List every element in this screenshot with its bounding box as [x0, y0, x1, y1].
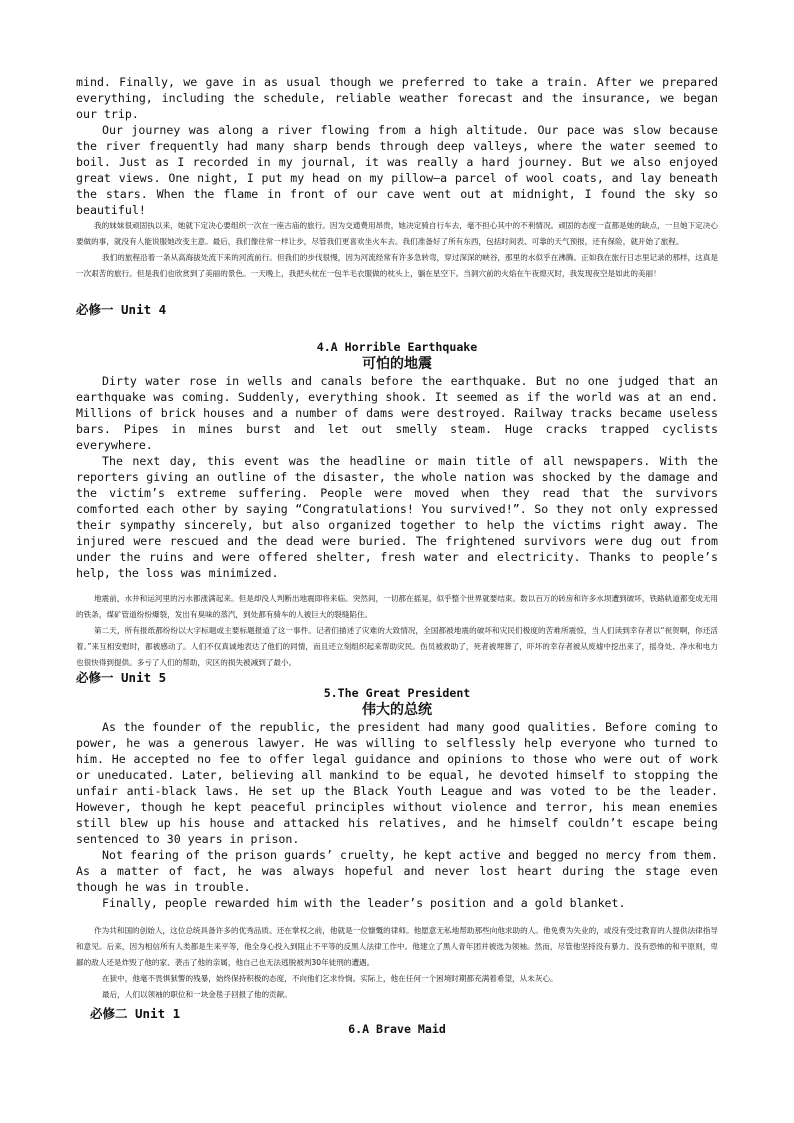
unit-4-section [76, 300, 718, 671]
english-paragraph: Not fearing of the prison guards’ cruelty, he kept active and begged no mercy from them. As a matter of fact, he was always hopeful and never lost heart during the stage even though he was in trouble. [76, 848, 718, 894]
lesson-title-chinese: 可怕的地震 [362, 356, 432, 372]
next-unit-section [90, 1004, 718, 1037]
chinese-translation: 作为共和国的创始人，这位总统具备许多的优秀品质。还在掌权之前，他就是一位慷慨的律师。他愿意无私地帮助那些向他求助的人。他免费为失业的，或没有受过教育的人提供法律指导和意见。后来，因为相信所有人类都是生来平等，他全身心投入到阻止不平等的反黑人法律工作中。他建立了黑人青年团并被选为领袖。然而，尽管他坚持没有暴力、没有恐怖的和平原则，卑鄙的敌人还是炸毁了他的家、袭击了他的亲属，他自己也无法逃脱被判30年徒刑的遭遇。 [76, 926, 718, 967]
english-paragraph: The next day, this event was the headline or main title of all newspapers. With the reporters giving an outline of the disaster, the whole nation was shocked by the damage and the victim’s extreme suffering. People were moved when they read that the survivors comforted each other by saying “Congratulations! You survived!”. So they not only expressed their sympathy sincerely, but also organized together to help the victims right away. The injured were rescued and the dead were buried. The frightened survivors were dug out from under the ruins and were offered shelter, fresh water and electricity. Thanks to people’s help, the loss was minimized. [76, 454, 718, 580]
chinese-translation: 我的妹妹很顽固执以来，她就下定决心要组织一次在一座古庙的旅行。因为交通费用昂贵，她决定骑自行车去，毫不担心其中的不利情况。顽固的态度一直都是她的缺点，一旦她下定决心要做的事，就没有人能说服她改变主意。最后，我们像往常一样让步，尽管我们更喜欢坐火车去。我们准备好了所有东西，包括时间表、可靠的天气预报，还有保险，就开始了旅程。 [76, 221, 718, 246]
unit-heading: 必修二 Unit 1 [90, 1006, 181, 1021]
lesson-title-english: 5.The Great President [323, 686, 471, 700]
unit-heading: 必修一 Unit 4 [76, 302, 167, 317]
chinese-translation: 我们的旅程沿着一条从高海拔处流下来的河流前行。但我们的步伐很慢，因为河流经常有许多急转弯，穿过深深的峡谷，那里的水似乎在沸腾。正如我在旅行日志里记录的那样，这真是一次艰苦的旅行。但是我们也欣赏到了美丽的景色。一天晚上，我把头枕在一包羊毛衣服做的枕头上，躺在星空下。当洞穴前的火焰在午夜熄灭时，我发现夜空是如此的美丽！ [76, 253, 718, 278]
unit-5-section [76, 668, 718, 1003]
lesson-title-chinese: 伟大的总统 [362, 702, 432, 718]
continuation-section [76, 74, 718, 282]
chinese-translation: 第二天，所有报纸都纷纷以大字标题或主要标题报道了这一事件。记者们描述了灾难的大致情况，全国都被地震的破坏和灾民们极度的苦难所震惊，当人们读到幸存者以“祝贺啊，你还活着。”来互相安慰时，都被感动了。人们不仅真诚地表达了他们的同情，而且还立刻组织起来帮助灾民。伤员被救助了，死者被埋葬了，吓坏的幸存者被从废墟中挖出来了，摇身处、净水和电力也很快得到提供。多亏了人们的帮助，灾区的损失被减到了最小。 [76, 626, 718, 667]
chinese-translation: 在狱中，他毫不畏惧狱警的残暴，始终保持积极的态度，不向他们乞求怜悯。实际上，他在任何一个困境时期都充满着希望，从未灰心。 [102, 974, 558, 983]
chinese-translation: 地震前，水井和运河里的污水都涨满起来。但是却没人判断出地震即将来临。突然间，一切都在摇晃，似乎整个世界就要结束。数以百万的砖房和许多水坝遭到破坏，铁路轨道都变成无用的铁条，煤矿管道纷纷爆裂，发出有臭味的蒸汽，到处都有骑车的人被巨大的裂缝陷住。 [76, 594, 718, 619]
english-paragraph: mind. Finally, we gave in as usual though we preferred to take a train. After we prepared everything, including the schedule, reliable weather forecast and the insurance, we began our trip. [76, 75, 718, 121]
unit-heading: 必修一 Unit 5 [76, 670, 167, 685]
english-paragraph: Dirty water rose in wells and canals before the earthquake. But no one judged that an earthquake was coming. Suddenly, everything shook. It seemed as if the world was at an end. Millions of brick houses and a number of dams were destroyed. Railway tracks became useless bars. Pipes in mines burst and let out smelly steam. Huge cracks trapped cyclists everywhere. [76, 374, 718, 452]
english-paragraph: As the founder of the republic, the president had many good qualities. Before coming to power, he was a generous lawyer. He was willing to selflessly help everyone who turned to him. He accepted no fee to offer legal guidance and opinions to those who were out of work or uneducated. Later, believing all mankind to be equal, he devoted himself to stopping the unfair anti-black laws. He set up the Black Youth League and was voted to be the leader. However, though he kept peaceful principles without violence and terror, his mean enemies still blew up his house and attacked his relatives, and he himself couldn’t escape being sentenced to 30 years in prison. [76, 720, 718, 846]
english-paragraph: Finally, people rewarded him with the leader’s position and a gold blanket. [102, 896, 626, 910]
english-paragraph: Our journey was along a river flowing from a high altitude. Our pace was slow because the river frequently had many sharp bends through deep valleys, where the water seemed to boil. Just as I recorded in my journal, it was really a hard journey. But we also enjoyed great views. One night, I put my head on my pillow—a parcel of wool coats, and lay beneath the stars. When the flame in front of our cave went out at midnight, I found the sky so beautiful! [76, 123, 718, 217]
lesson-title-english: 6.A Brave Maid [348, 1022, 446, 1036]
chinese-translation: 最后，人们以领袖的职位和一块金毯子回报了他的贡献。 [102, 990, 292, 999]
lesson-title-english: 4.A Horrible Earthquake [316, 340, 478, 354]
